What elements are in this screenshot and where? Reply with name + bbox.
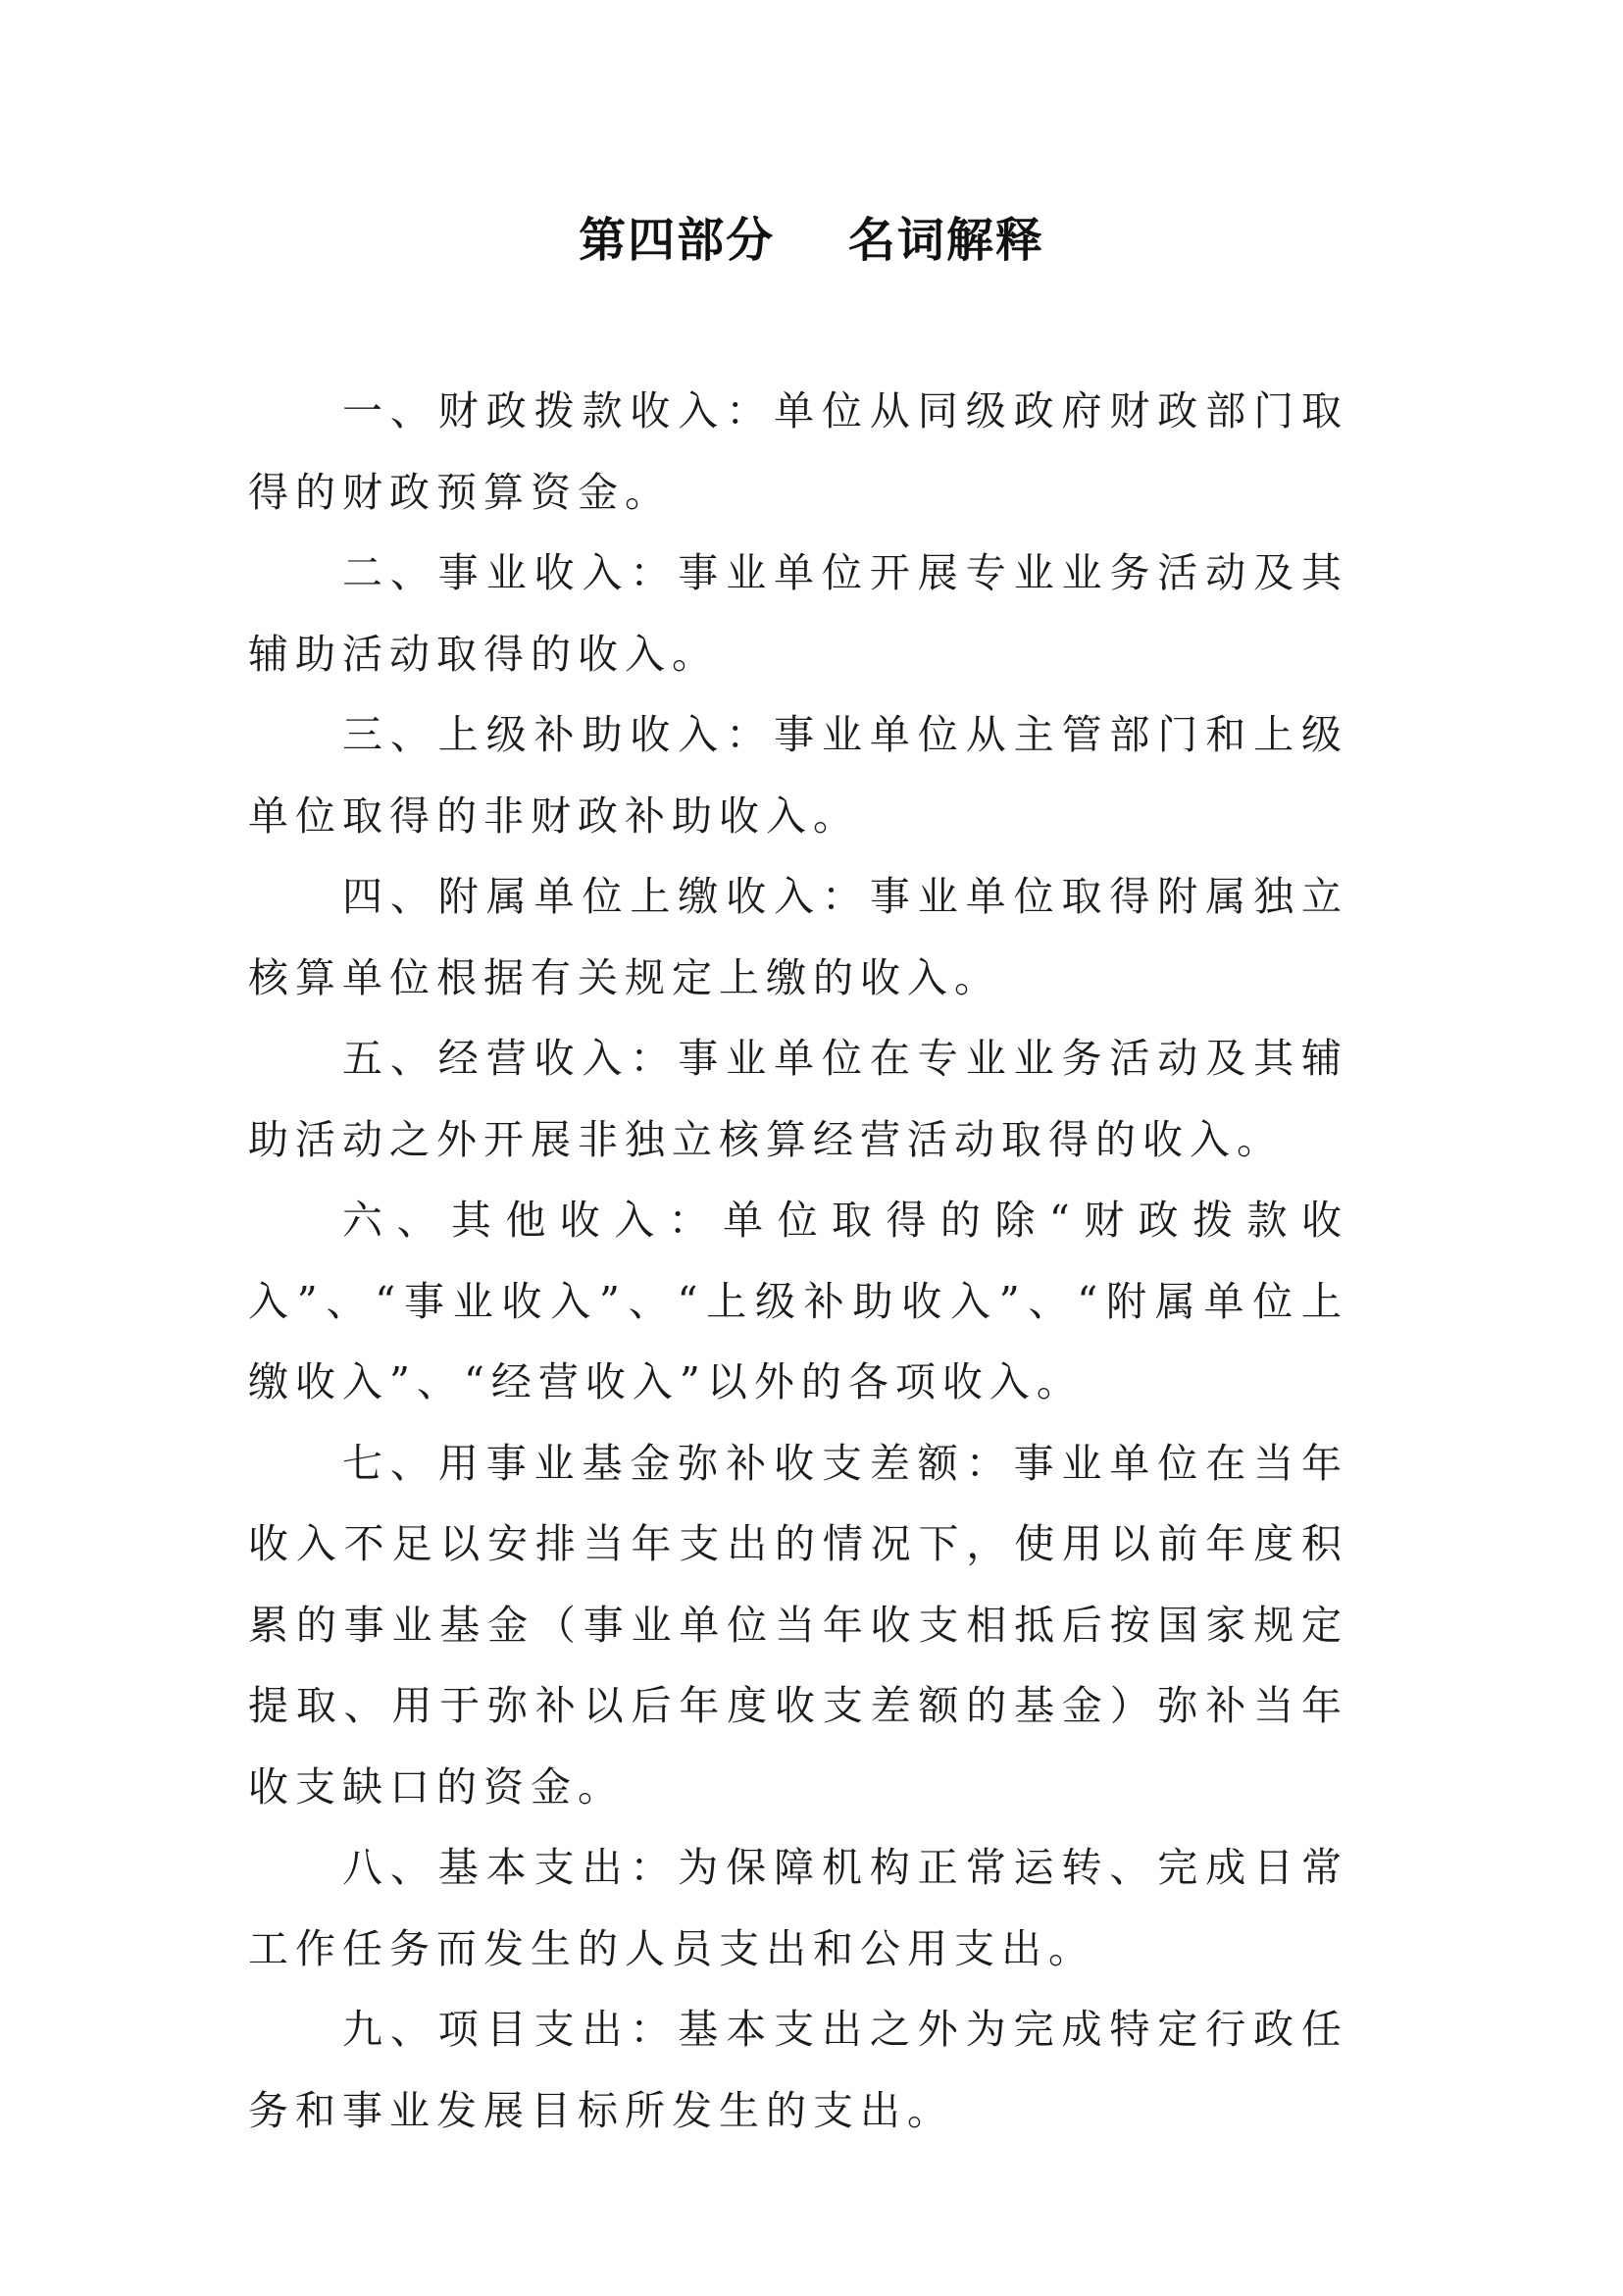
definition-paragraph: 九、项目支出：基本支出之外为完成特定行政任务和事业发展目标所发生的支出。 (248, 2006, 1348, 2134)
definition-paragraph: 五、经营收入：事业单位在专业业务活动及其辅助活动之外开展非独立核算经营活动取得的收入。 (248, 1035, 1348, 1163)
definition-paragraph: 八、基本支出：为保障机构正常运转、完成日常工作任务而发生的人员支出和公用支出。 (248, 1844, 1348, 1972)
page-title: 第四部分 名词解释 (579, 213, 1044, 268)
definition-paragraph: 六、其他收入：单位取得的除“财政拨款收入”、“事业收入”、“上级补助收入”、“附属单位上缴收入”、“经营收入”以外的各项收入。 (248, 1197, 1348, 1405)
document-body (248, 371, 1348, 2151)
definition-paragraph: 四、附属单位上缴收入：事业单位取得附属独立核算单位根据有关规定上缴的收入。 (248, 873, 1348, 1001)
definition-paragraph: 三、上级补助收入：事业单位从主管部门和上级单位取得的非财政补助收入。 (248, 711, 1348, 840)
definition-paragraph: 一、财政拨款收入：单位从同级政府财政部门取得的财政预算资金。 (248, 387, 1348, 516)
definition-paragraph: 七、用事业基金弥补收支差额：事业单位在当年收入不足以安排当年支出的情况下，使用以前年度积累的事业基金（事业单位当年收支相抵后按国家规定提取、用于弥补以后年度收支差额的基金）弥补当年收支缺口的资金。 (248, 1439, 1348, 1811)
definition-paragraph: 二、事业收入：事业单位开展专业业务活动及其辅助活动取得的收入。 (248, 549, 1348, 678)
